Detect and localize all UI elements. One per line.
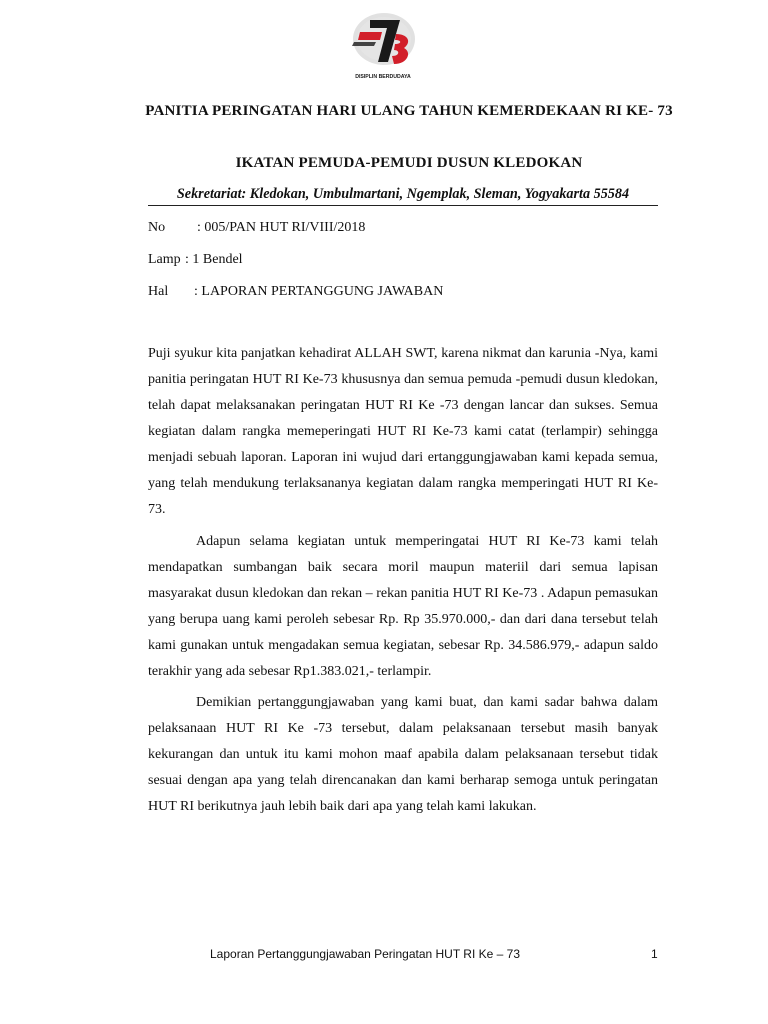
logo-text: DISIPLIN BERDUDAYA [355, 74, 411, 80]
body-paragraph-2: Adapun selama kegiatan untuk memperingatai HUT RI Ke-73 kami telah mendapatkan sumbangan baik secara moril maupun materiil dari semua lapisan masyarakat dusun kledokan dan rekan – rekan panitia HUT RI Ke-73 . Adapun pemasukan yang berupa uang kami peroleh sebesar Rp. Rp 35.970.000,- dan dari dana tersebut telah kami gunakan untuk mengadakan semua kegiatan, sebesar Rp. 34.586.979,- adapun saldo terakhir yang ada sebesar Rp1.383.021,- terlampir. [148, 534, 658, 679]
meta-lamp-value: : 1 Bendel [185, 252, 243, 267]
body-paragraph-1: Puji syukur kita panjatkan kehadirat ALLAH SWT, karena nikmat dan karunia -Nya, kami panitia peringatan HUT RI Ke-73 khususnya dan semua pemuda -pemudi dusun kledokan, telah dapat melaksanakan peringatan HUT RI Ke -73 dengan lancar dan sukses. Semua kegiatan dalam rangka memeperingati HUT RI Ke-73 kami catat (terlampir) sehingga menjadi sebuah laporan. Laporan ini wujud dari ertanggungjawaban kami kepada semua, yang telah mendukung terlaksananya kegiatan dalam rangka memperingati HUT RI Ke-73. [148, 346, 658, 517]
logo-graphic [340, 12, 426, 84]
page-number: 1 [651, 947, 658, 961]
meta-lamp-row [148, 251, 243, 269]
organization-name: IKATAN PEMUDA-PEMUDI DUSUN KLEDOKAN [235, 155, 583, 171]
meta-lamp-label: Lamp [148, 252, 181, 267]
secretariat-address: Sekretariat: Kledokan, Umbulmartani, Ngemplak, Sleman, Yogyakarta 55584 [148, 184, 658, 206]
meta-hal-label: Hal [148, 284, 169, 299]
document-title: PANITIA PERINGATAN HARI ULANG TAHUN KEMERDEKAAN RI KE- 73 [145, 103, 673, 119]
hut-ri-73-logo-icon [340, 12, 426, 84]
meta-no-label: No [148, 220, 166, 235]
body-paragraph-3: Demikian pertanggungjawaban yang kami buat, dan kami sadar bahwa dalam pelaksanaan HUT RI Ke -73 tersebut, dalam pelaksanaan tersebut masih banyak kekurangan dan untuk itu kami mohon maaf apabila dalam pelaksanaan tersebut tidak sesuai dengan apa yang telah direncanakan dan kami berharap semoga untuk peringatan HUT RI berikutnya jauh lebih baik dari apa yang telah kami lakukan. [148, 695, 658, 814]
meta-hal-row [148, 283, 443, 301]
meta-no-row [148, 219, 365, 237]
meta-no-value: : 005/PAN HUT RI/VIII/2018 [197, 220, 366, 235]
meta-hal-value: : LAPORAN PERTANGGUNG JAWABAN [194, 284, 444, 299]
footer-text: Laporan Pertanggungjawaban Peringatan HUT RI Ke – 73 [210, 947, 520, 961]
